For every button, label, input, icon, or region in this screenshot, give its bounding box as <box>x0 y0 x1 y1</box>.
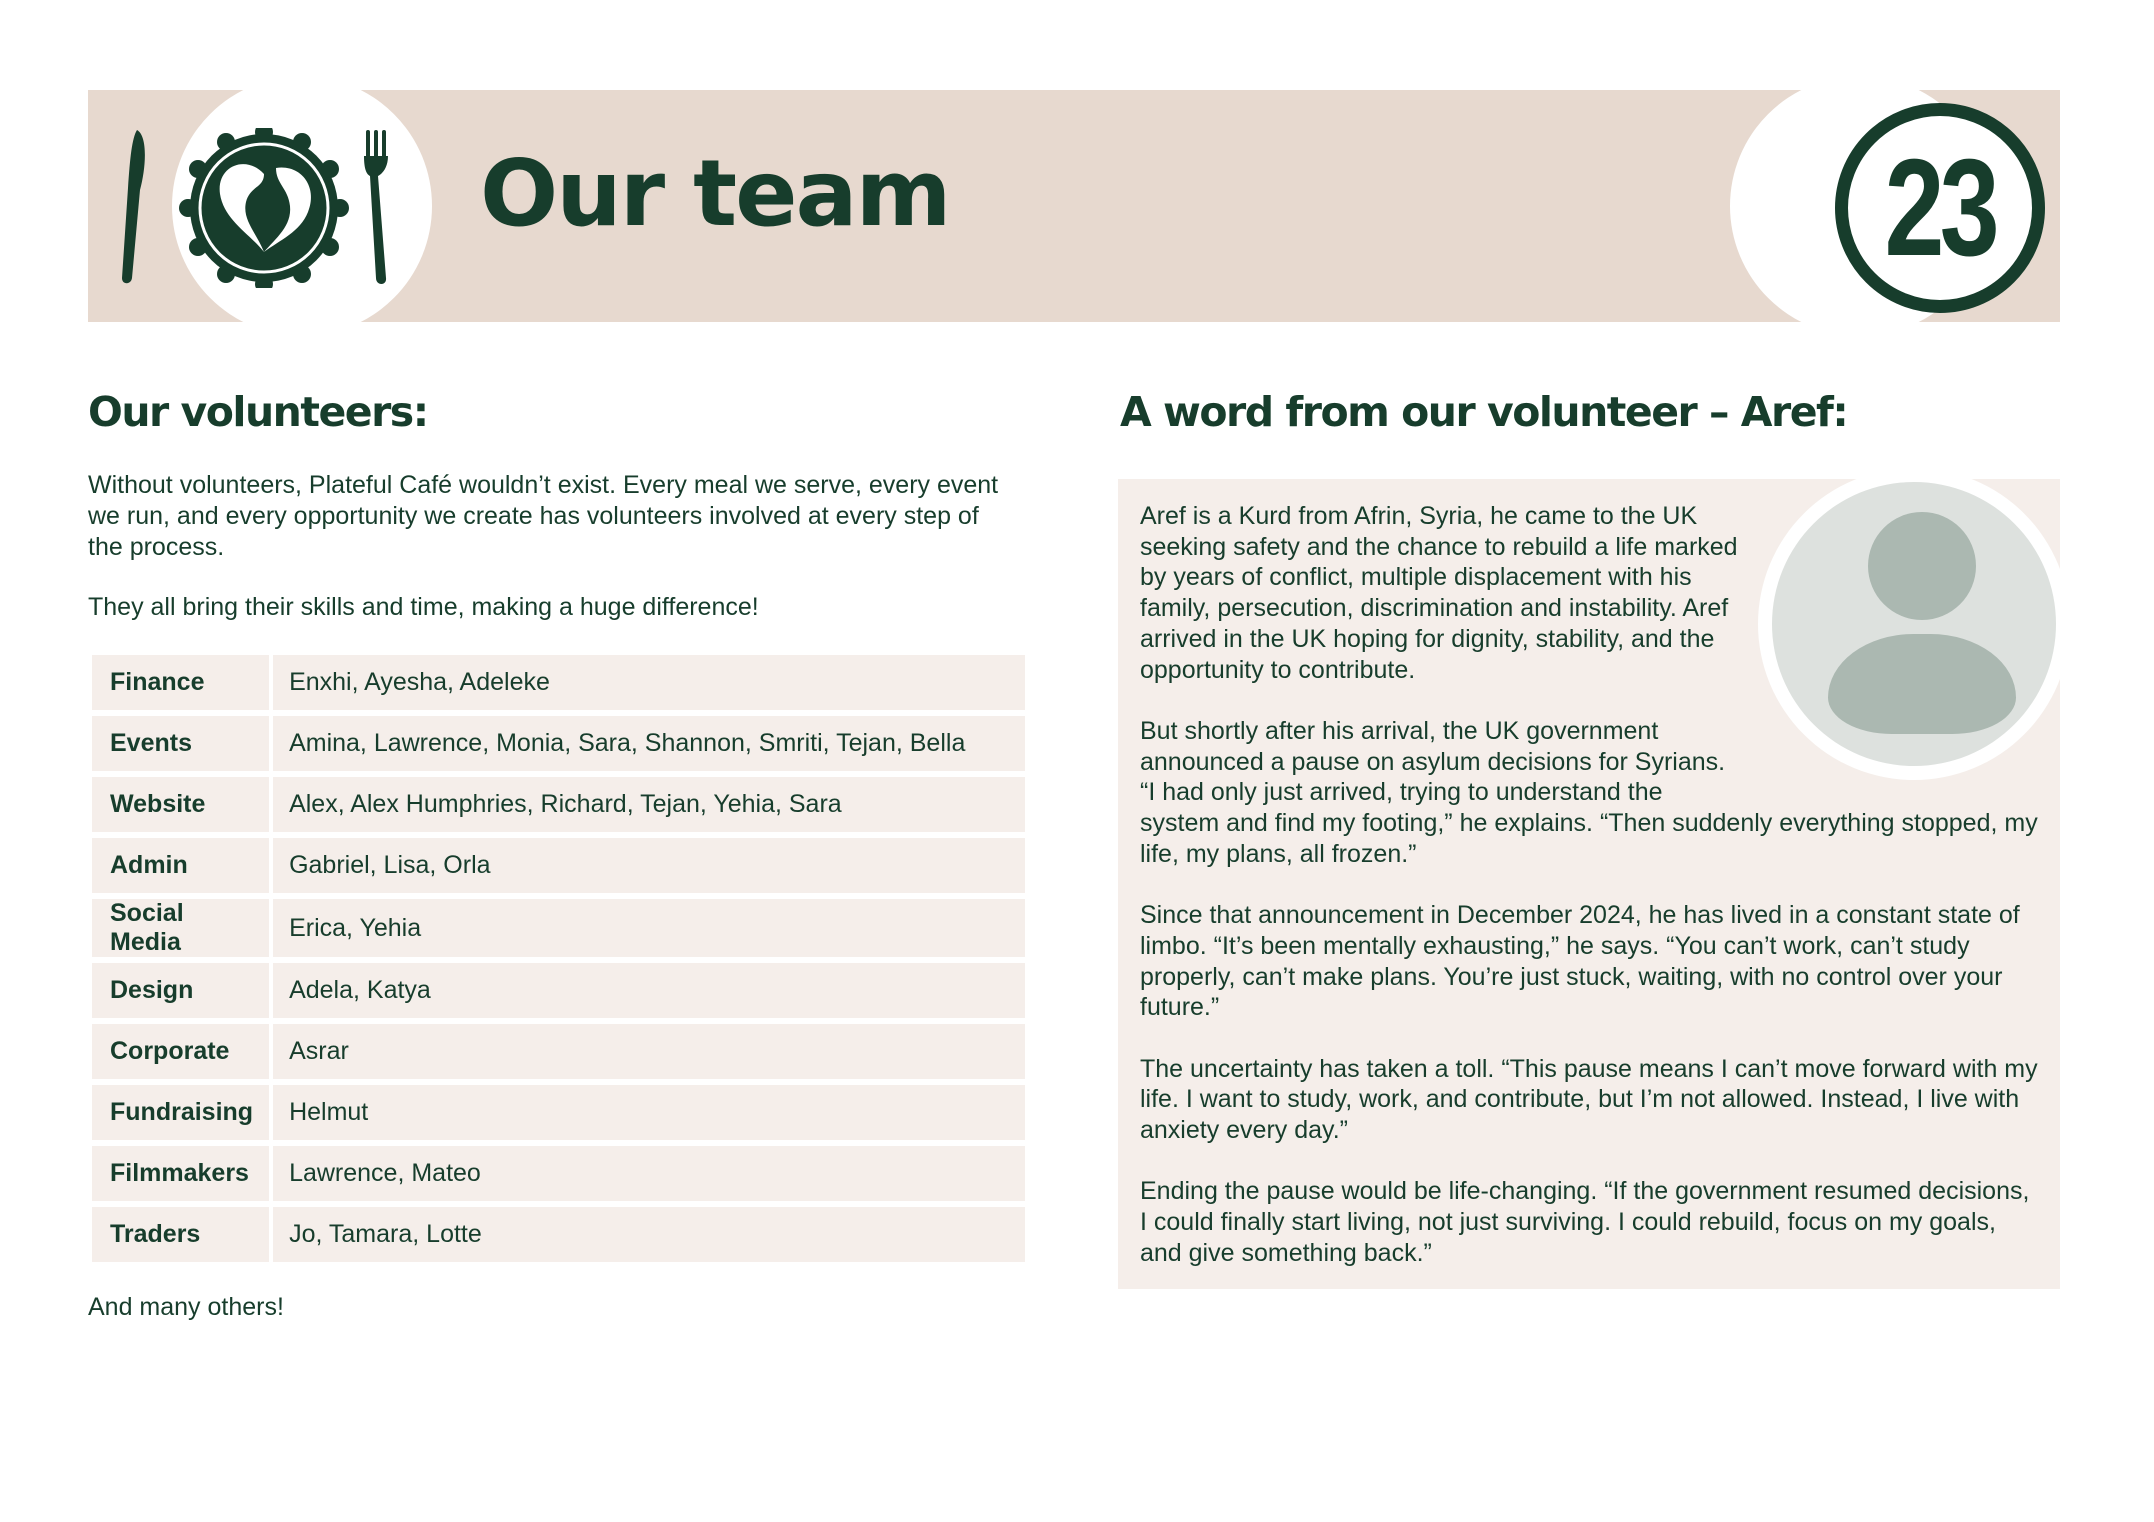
story-paragraph: Ending the pause would be life-changing. “If the government resumed decisions, I could finally start living, not just surviving. I could rebuild, focus on my goals, and give something back.” <box>1140 1177 2030 1267</box>
team-members: Adela, Katya <box>273 963 1025 1018</box>
story-paragraph: Aref is a Kurd from Afrin, Syria, he came to the UK seeking safety and the chance to rebuild a life marked by years of conflict, multiple displacement with his family, persecution, discrimination and instability. Aref arrived in the UK hoping for dignity, stability, and the opportunity to contribute. <box>1140 502 1738 684</box>
story-paragraph: The uncertainty has taken a toll. “This pause means I can’t move forward with my life. I want to study, work, and contribute, but I’m not allowed. Instead, I live with anxiety every day.” <box>1140 1054 2038 1145</box>
table-row <box>92 655 1025 710</box>
volunteers-thanks: They all bring their skills and time, making a huge difference! <box>88 593 759 621</box>
team-role: Fundraising <box>92 1085 269 1140</box>
table-row <box>92 777 1025 832</box>
plateful-logo-icon <box>104 128 404 288</box>
volunteers-intro: Without volunteers, Plateful Café wouldn’t exist. Every meal we serve, every event we run, and every opportunity we create has volunteers involved at every step of the process. <box>88 471 999 561</box>
team-role: Filmmakers <box>92 1146 269 1201</box>
volunteers-heading: Our volunteers: <box>88 388 428 436</box>
team-members: Enxhi, Ayesha, Adeleke <box>273 655 1025 710</box>
table-row <box>92 1146 1025 1201</box>
story-heading: A word from our volunteer – Aref: <box>1120 388 1848 436</box>
story-paragraph: But shortly after his arrival, the UK government announced a pause on asylum decisions for Syrians. “I had only just arrived, trying to understand the system and find my footing,” he explains. “Then suddenly everything stopped, my life, my plans, all frozen.” <box>1140 716 2040 870</box>
team-members: Amina, Lawrence, Monia, Sara, Shannon, Smriti, Tejan, Bella <box>273 716 1025 771</box>
avatar-wrap-spacer <box>1740 716 2040 808</box>
table-row <box>92 1207 1025 1262</box>
team-members: Gabriel, Lisa, Orla <box>273 838 1025 893</box>
team-role: Design <box>92 963 269 1018</box>
team-role: Traders <box>92 1207 269 1262</box>
page-number-badge <box>1835 103 2045 313</box>
page-number: 23 <box>1884 131 1996 285</box>
header-banner <box>88 90 2060 322</box>
table-row <box>92 899 1025 957</box>
story-paragraph: Since that announcement in December 2024, he has lived in a constant state of limbo. “It’s been mentally exhausting,” he says. “You can’t work, can’t study properly, can’t make plans. You’re just stuck, waiting, with no control over your future.” <box>1140 901 2020 1022</box>
team-members: Alex, Alex Humphries, Richard, Tejan, Yehia, Sara <box>273 777 1025 832</box>
table-row <box>92 838 1025 893</box>
volunteer-teams-table <box>88 649 1029 1268</box>
team-members: Jo, Tamara, Lotte <box>273 1207 1025 1262</box>
team-members: Helmut <box>273 1085 1025 1140</box>
team-members: Lawrence, Mateo <box>273 1146 1025 1201</box>
team-role: Finance <box>92 655 269 710</box>
team-role: Social Media <box>92 899 269 957</box>
team-members: Erica, Yehia <box>273 899 1025 957</box>
page-title: Our team <box>480 140 950 247</box>
table-row <box>92 963 1025 1018</box>
table-row <box>92 1085 1025 1140</box>
table-row <box>92 716 1025 771</box>
team-role: Website <box>92 777 269 832</box>
table-row <box>92 1024 1025 1079</box>
team-members: Asrar <box>273 1024 1025 1079</box>
team-role: Admin <box>92 838 269 893</box>
team-role: Corporate <box>92 1024 269 1079</box>
volunteers-outro: And many others! <box>88 1293 284 1321</box>
team-role: Events <box>92 716 269 771</box>
story-text <box>1140 501 2040 1299</box>
